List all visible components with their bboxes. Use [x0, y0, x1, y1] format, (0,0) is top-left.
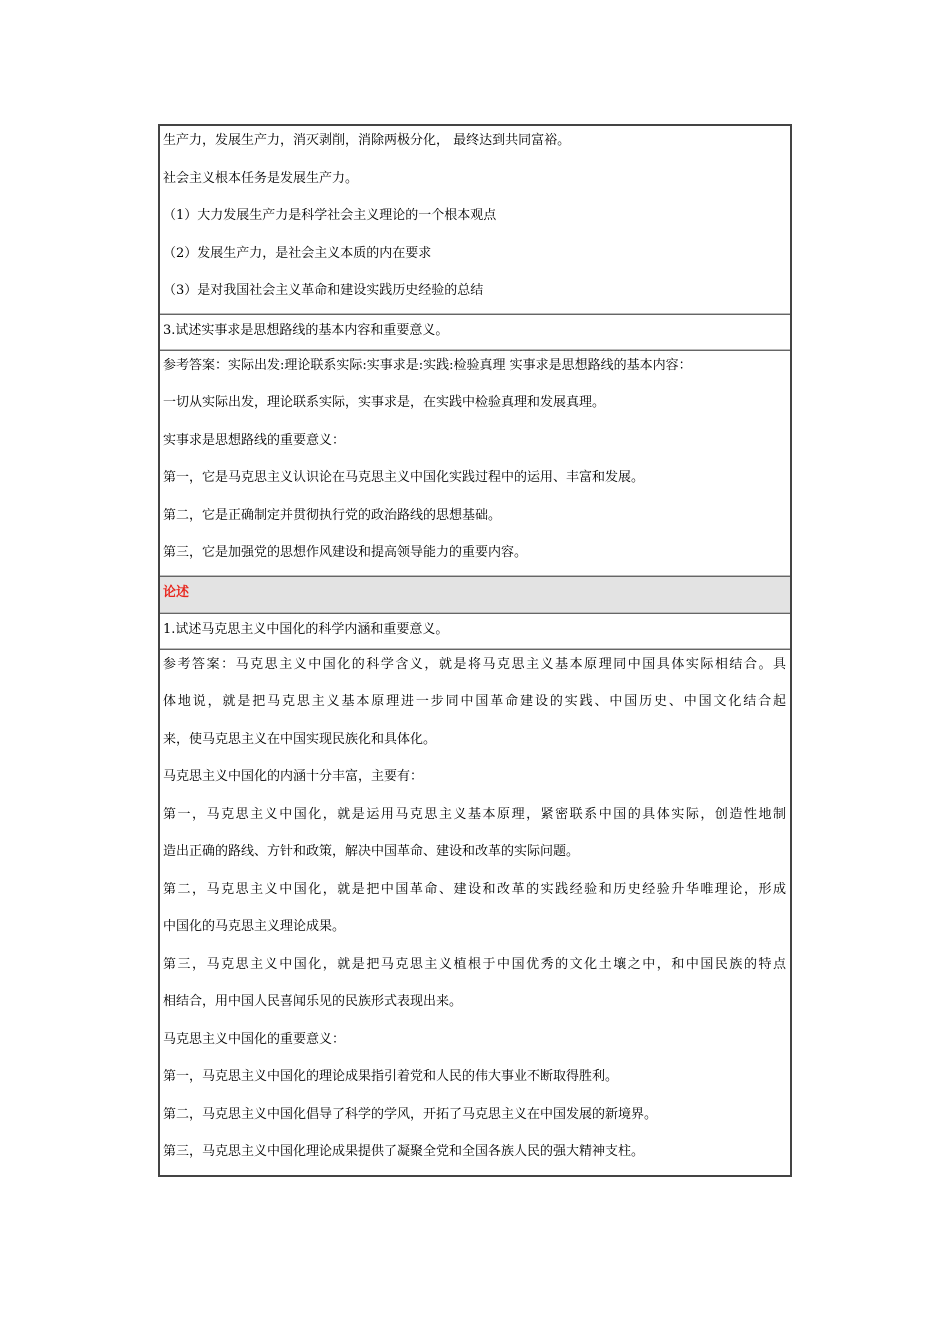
text-line: 第二，马克思主义中国化，就是把中国革命、建设和改革的实践经验和历史经验升华唯理论，形成 — [163, 881, 786, 897]
document-table — [158, 124, 792, 1177]
text-line: 马克思主义中国化的内涵十分丰富，主要有： — [163, 769, 424, 784]
text-line: 马克思主义中国化的重要意义： — [163, 1031, 346, 1047]
text-line: 实事求是思想路线的重要意义： — [163, 432, 346, 448]
section-heading-cell — [160, 577, 790, 614]
text-line: 第二，它是正确制定并贯彻执行党的政治路线的思想基础。 — [163, 507, 502, 523]
text-line: 第一，马克思主义中国化的理论成果指引着党和人民的伟大事业不断取得胜利。 — [163, 1069, 619, 1084]
question-3-cell — [160, 315, 790, 351]
text-line: 第三，马克思主义中国化，就是把马克思主义植根于中国优秀的文化土壤之中，和中国民族的特点 — [163, 956, 786, 972]
question-1-cell — [160, 614, 790, 650]
text-line: 社会主义根本任务是发展生产力。 — [163, 170, 359, 186]
text-line: （1）大力发展生产力是科学社会主义理论的一个根本观点 — [163, 208, 497, 223]
text-line: 中国化的马克思主义理论成果。 — [163, 919, 346, 934]
text-line: 生产力，发展生产力，消灭剥削，消除两极分化， 最终达到共同富裕。 — [163, 133, 571, 148]
answer-1-cell — [160, 650, 790, 1175]
section-heading: 论述 — [163, 584, 190, 600]
text-line: 相结合，用中国人民喜闻乐见的民族形式表现出来。 — [163, 994, 463, 1009]
text-line: （2）发展生产力，是社会主义本质的内在要求 — [163, 245, 432, 261]
text-line: 参考答案：实际出发:理论联系实际:实事求是:实践:检验真理 实事求是思想路线的基本内容： — [163, 357, 692, 373]
question-3-text: 3.试述实事求是思想路线的基本内容和重要意义。 — [163, 322, 449, 338]
text-line: 体地说，就是把马克思主义基本原理进一步同中国革命建设的实践、中国历史、中国文化结合起 — [163, 694, 786, 709]
text-line: 第三，它是加强党的思想作风建设和提高领导能力的重要内容。 — [163, 545, 528, 560]
text-line: （3）是对我国社会主义革命和建设实践历史经验的总结 — [163, 283, 484, 298]
text-line: 第三，马克思主义中国化理论成果提供了凝聚全党和全国各族人民的强大精神支柱。 — [163, 1144, 645, 1159]
text-line: 造出正确的路线、方针和政策，解决中国革命、建设和改革的实际问题。 — [163, 844, 580, 859]
answer-continuation-cell — [160, 126, 790, 315]
text-line: 第二，马克思主义中国化倡导了科学的学风，开拓了马克思主义在中国发展的新境界。 — [163, 1106, 658, 1122]
answer-3-cell — [160, 351, 790, 577]
question-1-text: 1.试述马克思主义中国化的科学内涵和重要意义。 — [163, 621, 449, 637]
text-line: 来，使马克思主义在中国实现民族化和具体化。 — [163, 731, 437, 747]
text-line: 参考答案：马克思主义中国化的科学含义，就是将马克思主义基本原理同中国具体实际相结合。具 — [163, 656, 786, 672]
text-line: 一切从实际出发，理论联系实际，实事求是，在实践中检验真理和发展真理。 — [163, 395, 606, 410]
text-line: 第一，马克思主义中国化，就是运用马克思主义基本原理，紧密联系中国的具体实际，创造性地制 — [163, 806, 786, 822]
text-line: 第一，它是马克思主义认识论在马克思主义中国化实践过程中的运用、丰富和发展。 — [163, 470, 645, 485]
